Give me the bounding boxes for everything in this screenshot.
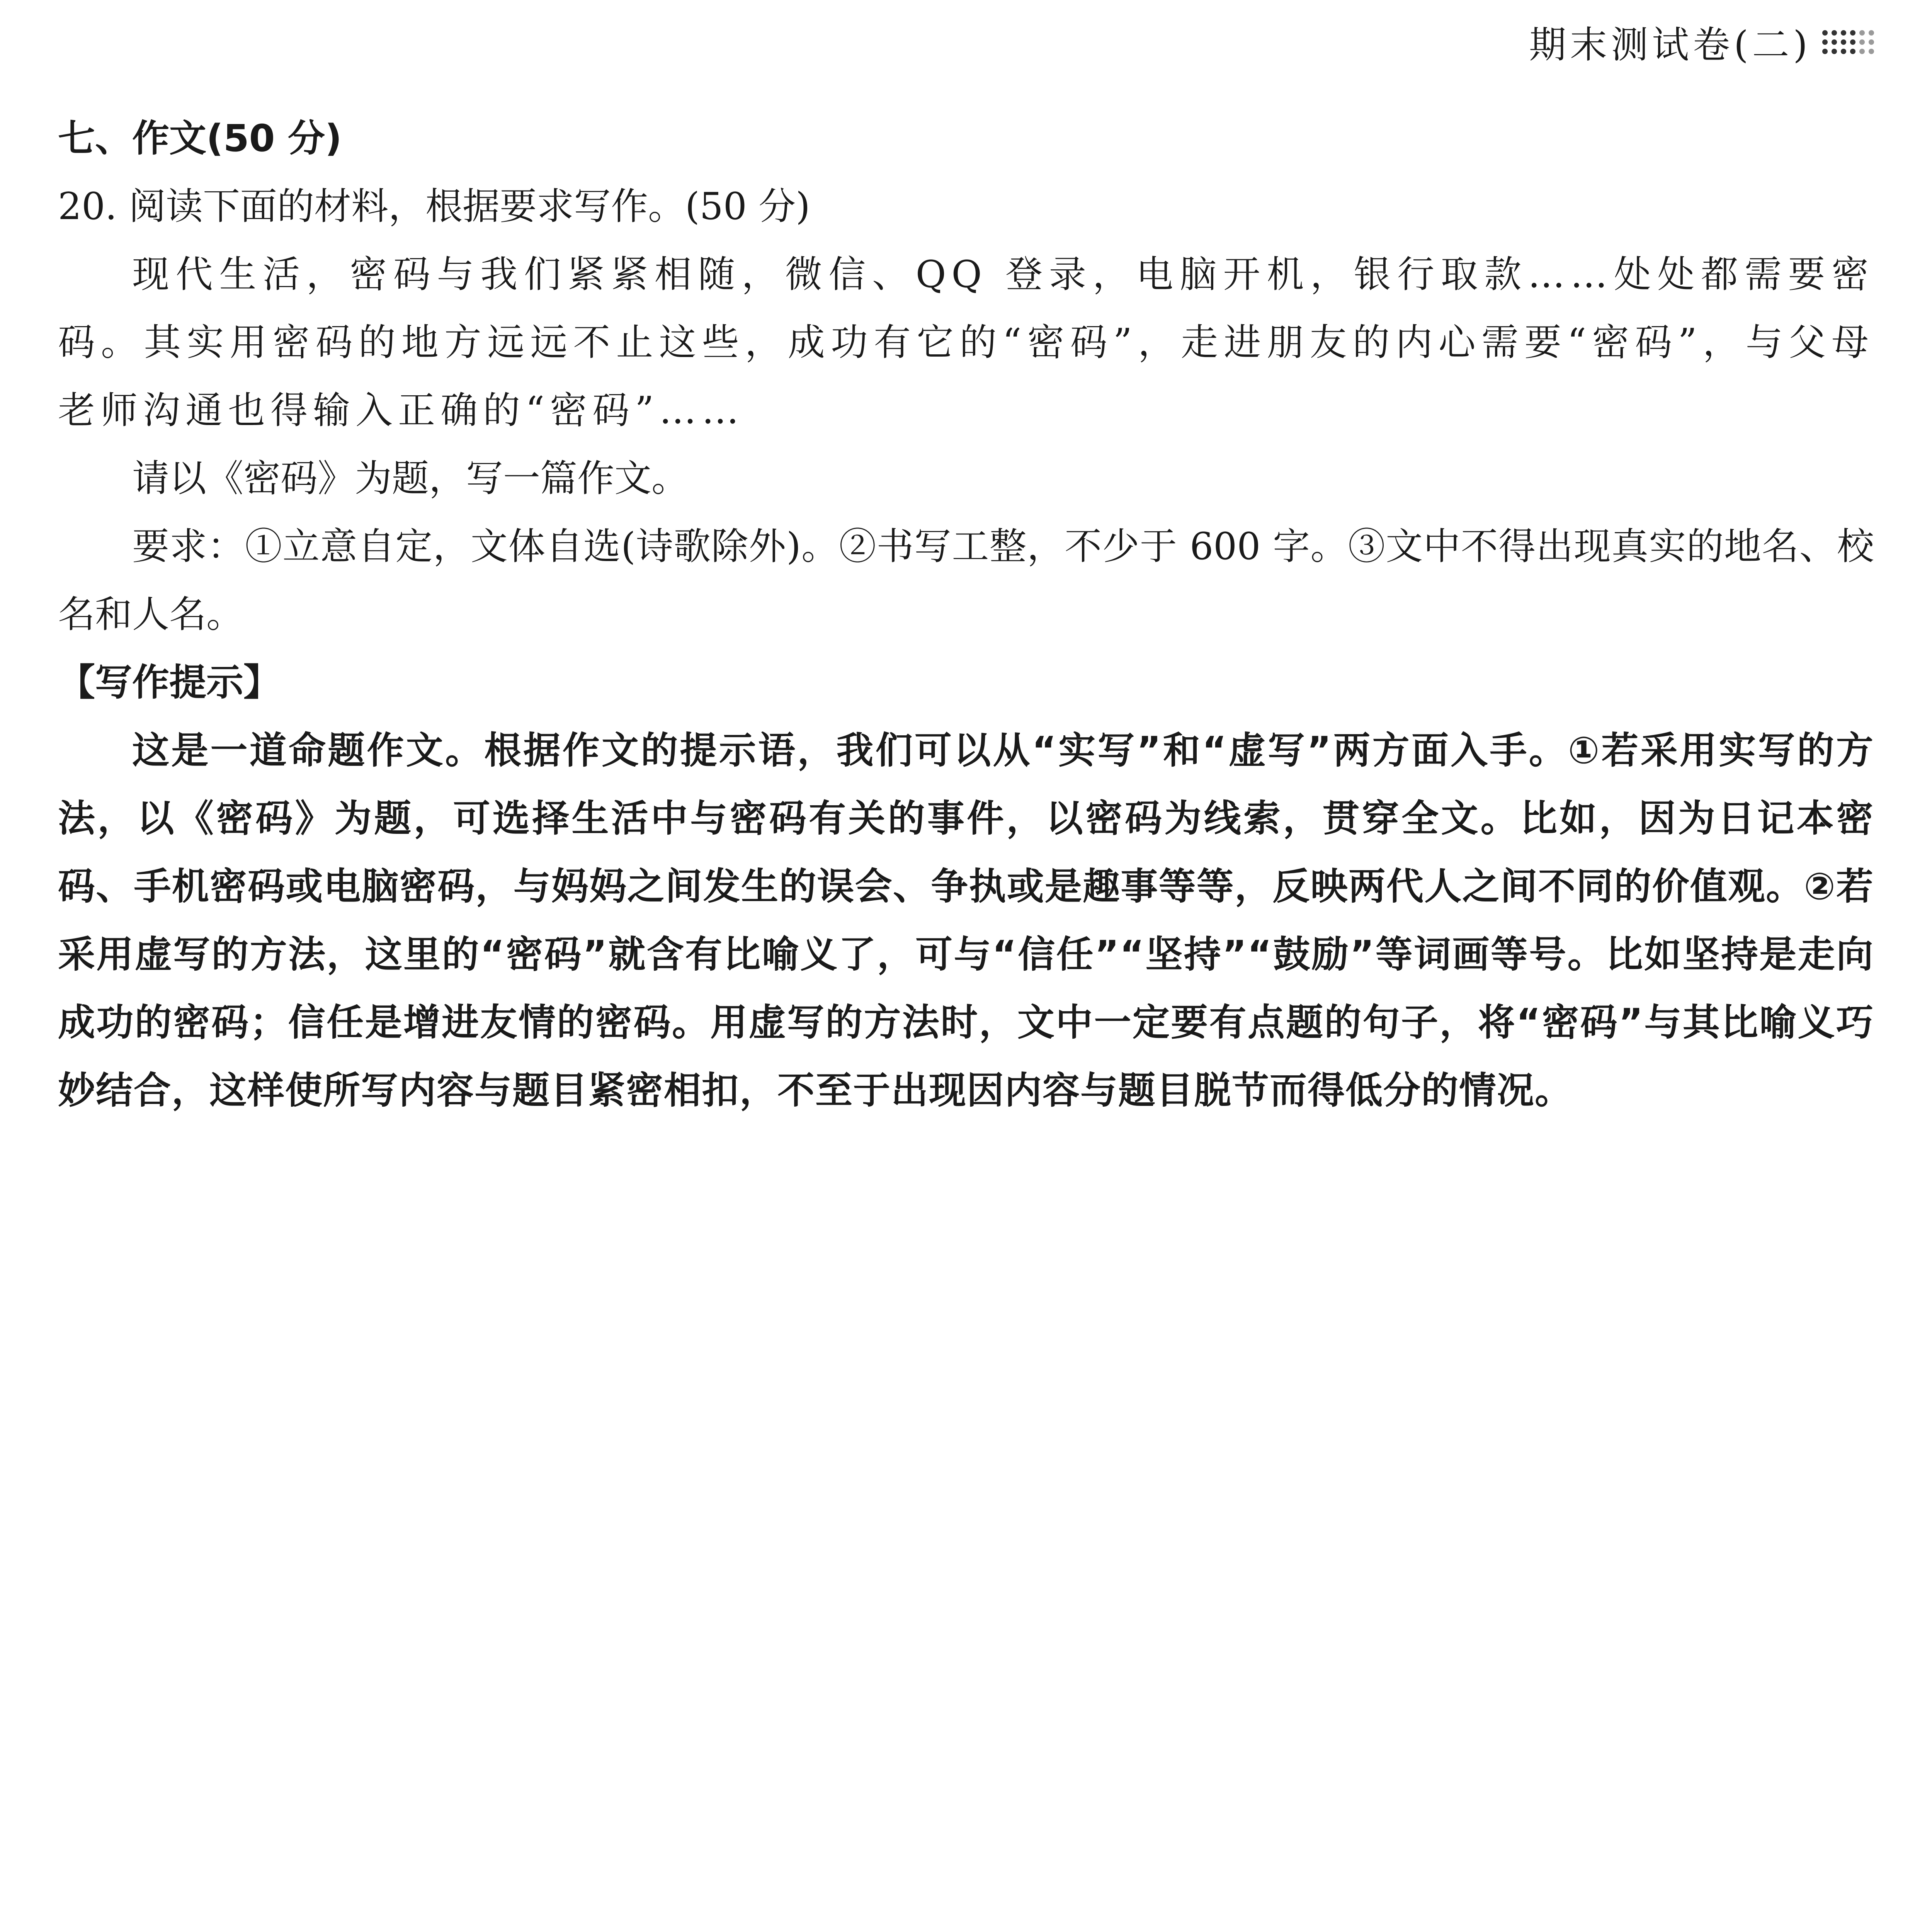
question-instruction: 请以《密码》为题，写一篇作文。: [132, 457, 689, 500]
main-content: [58, 104, 1874, 1124]
writing-tips-body: 这是一道命题作文。根据作文的提示语，我们可以从“实写”和“虚写”两方面入手。①若采用实写的方法，以《密码》为题，可选择生活中与密码有关的事件，以密码为线索，贯穿全文。比如，因为日记本密码、手机密码或电脑密码，与妈妈之间发生的误会、争执或是趣事等等，反映两代人之间不同的价值观。②若采用虚写的方法，这里的“密码”就含有比喻义了，可与“信任”“坚持”“鼓励”等词画等号。比如坚持是走向成功的密码；信任是增进友情的密码。用虚写的方法时，文中一定要有点题的句子，将“密码”与其比喻义巧妙结合，这样使所写内容与题目紧密相扣，不至于出现因内容与题目脱节而得低分的情况。: [58, 729, 1874, 1112]
writing-tips-heading: 【写作提示】: [58, 661, 281, 704]
question-prompt: 20. 阅读下面的材料，根据要求写作。(50 分): [58, 185, 810, 228]
header-title: 期末测试卷(二): [1529, 23, 1811, 66]
question-material: 现代生活，密码与我们紧紧相随，微信、QQ 登录，电脑开机，银行取款……处处都需要密码。其实用密码的地方远远不止这些，成功有它的“密码”，走进朋友的内心需要“密码”，与父母老师沟通也得输入正确的“密码”……: [58, 253, 1874, 432]
dot-grid-icon: [1822, 30, 1874, 54]
page-header: [1529, 15, 1874, 68]
section-heading: 七、作文(50 分): [58, 117, 342, 160]
question-requirements: 要求：①立意自定，文体自选(诗歌除外)。②书写工整，不少于 600 字。③文中不得出现真实的地名、校名和人名。: [58, 525, 1874, 636]
